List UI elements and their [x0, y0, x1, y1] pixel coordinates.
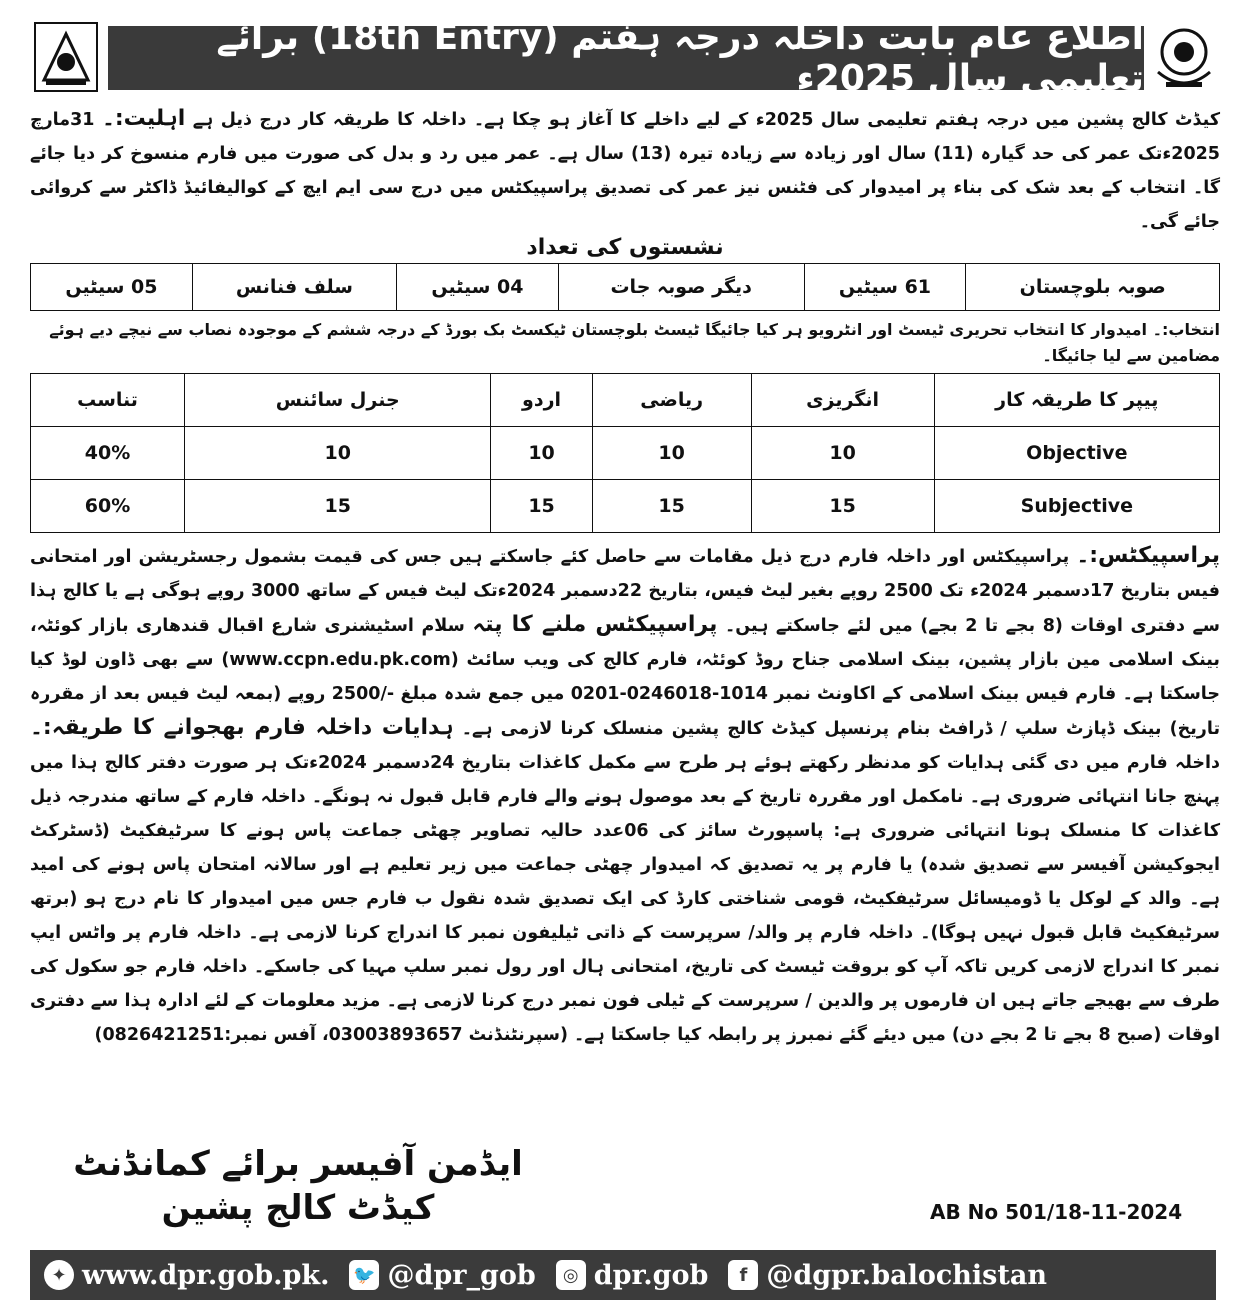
cadet-college-logo-icon: [34, 22, 98, 92]
table-header: اردو: [491, 374, 592, 427]
table-header-row: [31, 374, 1220, 427]
table-header: پیپر کا طریقہ کار: [934, 374, 1219, 427]
table-cell: Subjective: [934, 480, 1219, 533]
table-cell: 15: [491, 480, 592, 533]
footer-twitter-text: @dpr_gob: [387, 1259, 536, 1291]
twitter-icon: 🐦: [349, 1260, 379, 1290]
seats-cell: 04 سیٹیں: [397, 264, 559, 311]
prospectus-label: پراسپیکٹس:۔: [1076, 543, 1220, 568]
seats-cell: سلف فنانس: [192, 264, 396, 311]
prospectus-text2: سلام اسٹیشنری شارع اقبال قندھاری بازار کوئٹہ، بینک اسلامی مین بازار پشین، بینک اسلامی جناح روڈ کوئٹہ، فارم کالج کی ویب سائٹ (www.ccpn.edu.pk.com) سے بھی ڈاون لوڈ کیا جاسکتا ہے۔ فارم فیس بینک اسلامی کے اکاونٹ نمبر 1014-0246018-0201 میں جمع شدہ مبلغ -/2500 روپے (بمعہ لیٹ فیس بعد از مقررہ تاریخ) بینک ڈپازٹ سلپ / ڈرافٹ بنام پرنسپل کیڈٹ کالج پشین منسلک کرنا لازمی ہے۔: [30, 616, 1221, 739]
intro-line2: 31مارچ 2025ءتک عمر کی حد گیارہ (11) سال اور زیادہ سے زیادہ تیرہ (13) سال ہے۔ عمر میں رد و بدل کی صورت میں فارم منسوخ کر دیا جائے گا۔ انتخاب کے بعد شک کی بناء پر امیدوار کی فٹنس نیز عمر کی تصدیق پراسپیکٹس میں درج سی ایم ایچ کے کوالیفائیڈ ڈاکٹر سے کروائی جائے گی۔: [30, 110, 1220, 232]
table-cell: 10: [185, 427, 491, 480]
prospectus-paragraph: [30, 539, 1220, 1052]
seats-cell: دیگر صوبہ جات: [558, 264, 804, 311]
eligibility-label: اہلیت:۔: [101, 106, 186, 131]
footer-bar: [30, 1250, 1216, 1300]
submission-label: ہدایات داخلہ فارم بھجوانے کا طریقہ:۔: [30, 715, 454, 740]
table-header: تناسب: [31, 374, 185, 427]
table-cell: 60%: [31, 480, 185, 533]
table-cell: 10: [592, 427, 751, 480]
footer-website-text: www.dpr.gob.pk.: [82, 1259, 330, 1291]
notice-page: [30, 17, 1221, 1052]
table-cell: 10: [751, 427, 934, 480]
table-cell: 10: [491, 427, 592, 480]
intro-line1: کیڈٹ کالج پشین میں درجہ ہفتم تعلیمی سال 2025ء کے لیے داخلے کا آغاز ہو چکا ہے۔ داخلہ کا طریقہ کار درج ذیل ہے: [192, 110, 1220, 130]
seats-table: [30, 263, 1220, 311]
seats-title: نشستوں کی تعداد: [526, 235, 724, 260]
prospectus-address-label: پراسپیکٹس ملنے کا پتہ: [472, 612, 718, 637]
footer-facebook[interactable]: [728, 1260, 1047, 1291]
notice-title: اطلاع عام بابت داخلہ درجہ ہفتم (18th Entry) برائے تعلیمی سال 2025ء: [108, 26, 1144, 90]
footer-twitter[interactable]: [349, 1260, 535, 1291]
marks-table: [30, 373, 1220, 533]
signature-block: [38, 1142, 558, 1242]
table-header: جنرل سائنس: [185, 374, 491, 427]
table-row: [31, 427, 1220, 480]
dpr-logo-icon: ✦: [44, 1260, 74, 1290]
seats-cell: صوبہ بلوچستان: [966, 264, 1220, 311]
notice-header: [30, 17, 1220, 100]
seats-cell: 61 سیٹیں: [804, 264, 966, 311]
table-cell: 15: [751, 480, 934, 533]
table-cell: Objective: [934, 427, 1219, 480]
signature-line1: ایڈمن آفیسر برائے کمانڈنٹ: [73, 1144, 523, 1184]
signature-line2: کیڈٹ کالج پشین: [161, 1188, 435, 1228]
selection-note: انتخاب:۔ امیدوار کا انتخاب تحریری ٹیسٹ اور انٹرویو ہر کیا جائیگا ٹیسٹ بلوچستان ٹیکسٹ بک بورڈ کے درجہ ششم کے موجودہ نصاب سے نیچے دیے ہوئے مضامین سے لیا جائیگا۔: [49, 320, 1220, 365]
table-cell: 15: [592, 480, 751, 533]
footer-instagram[interactable]: [556, 1260, 709, 1291]
intro-paragraph: [30, 102, 1220, 239]
submission-text: داخلہ فارم میں دی گئی ہدایات کو مدنظر رکھتے ہوئے ہر طرح سے مکمل کاغذات بتاریخ 24دسمبر 2024ءتک ہر صورت دفتر کالج ہذا میں پہنچ جانا انتہائی ضروری ہے۔ نامکمل اور مقررہ تاریخ کے بعد موصول ہونے والے فارم قابل قبول نہ ہونگے۔ داخلہ فارم کے ساتھ مندرجہ ذیل کاغذات کا منسلک ہونا انتہائی ضروری ہے: پاسپورٹ سائز کی 06عدد حالیہ تصاویر چھٹی جماعت پاس ہونے کا سرٹیفکیٹ (ڈسٹرکٹ ایجوکیشن آفیسر سے تصدیق شدہ) یا فارم پر یہ تصدیق کہ امیدوار چھٹی جماعت میں زیر تعلیم ہے اور سالانہ امتحان پاس ہونے کی امید ہے۔ والد کے لوکل یا ڈومیسائل سرٹیفکیٹ، قومی شناختی کارڈ کی ایک تصدیق شدہ نقول ب فارم جس میں امیدوار کا نام درج ہو (برتھ سرٹیفکیٹ قابل قبول نہیں ہوگا)۔ داخلہ فارم پر والد/ سرپرست کے ذاتی ٹیلیفون نمبر کا اندراج کرنا لازمی ہے۔ داخلہ فارم پر واٹس ایپ نمبر کا اندراج لازمی کریں تاکہ آپ کو بروقت ٹیسٹ کی تاریخ، امتحانی ہال اور رول نمبر سلپ مہیا کی جاسکے۔ داخلہ فارم جو سکول کی طرف سے بھیجے جاتے ہیں ان فارموں پر والدین / سرپرست کے ٹیلی فون نمبر درج کرنا لازمی ہے۔ مزید معلومات کے لئے ادارہ ہذا سے دفتری اوقات (صبح 8 بجے تا 2 بجے دن) میں دیئے گئے نمبرز پر رابطہ کیا جاسکتا ہے۔ (سپرنٹنڈنٹ 03003893657، آفس نمبر:0826421251): [30, 753, 1221, 1045]
table-header: انگریزی: [751, 374, 934, 427]
table-cell: 15: [185, 480, 491, 533]
footer-website[interactable]: [44, 1260, 329, 1291]
balochistan-govt-logo-icon: [1152, 22, 1216, 92]
facebook-icon: f: [728, 1260, 758, 1290]
ab-number: AB No 501/18-11-2024: [930, 1200, 1183, 1224]
table-cell: 40%: [31, 427, 185, 480]
instagram-icon: ◎: [556, 1260, 586, 1290]
table-header: ریاضی: [592, 374, 751, 427]
footer-facebook-text: @dgpr.balochistan: [766, 1259, 1047, 1291]
footer-instagram-text: dpr.gob: [593, 1259, 709, 1291]
table-row: [31, 480, 1220, 533]
table-row: [31, 264, 1220, 311]
seats-cell: 05 سیٹیں: [31, 264, 193, 311]
prospectus-text: پراسپیکٹس اور داخلہ فارم درج ذیل مقامات سے حاصل کئے جاسکتے ہیں جس کی قیمت بشمول رجسٹریشن اور امتحانی فیس بتاریخ 17دسمبر 2024ء تک 2500 روپے بغیر لیٹ فیس، بتاریخ 22دسمبر 2024ءتک لیٹ فیس کے ساتھ 3000 روپے ہوگی ہے یا کالج ہذا سے دفتری اوقات (8 بجے تا 2 بجے) میں لئے جاسکتے ہیں۔: [30, 547, 1221, 636]
